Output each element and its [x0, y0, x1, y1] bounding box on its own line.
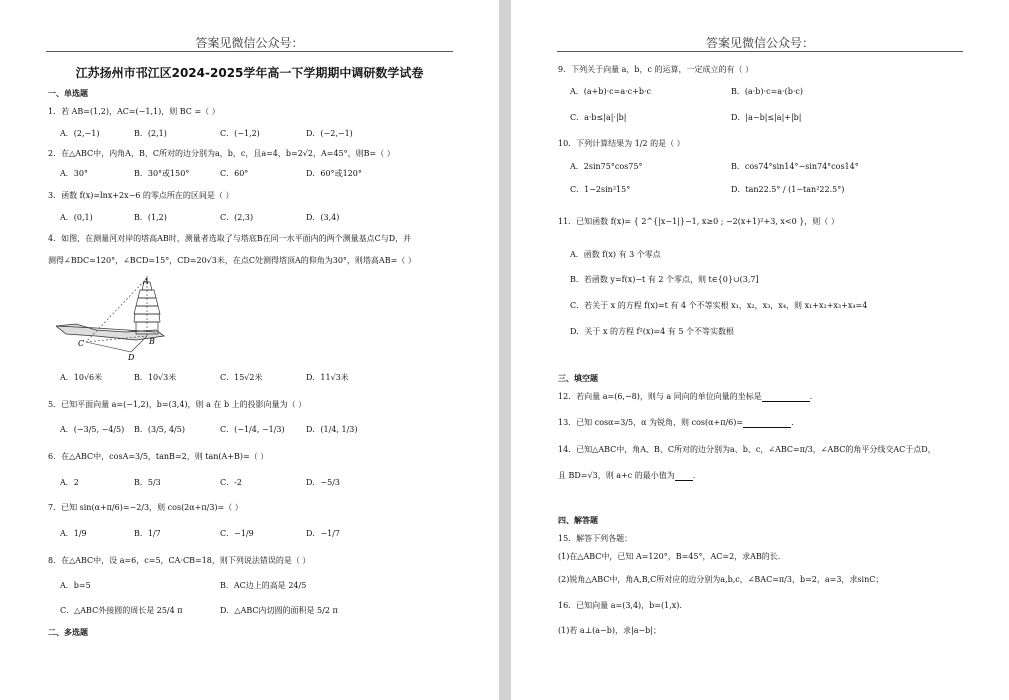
question-text: A．10√6米: [60, 373, 103, 382]
header-rule: [46, 51, 453, 52]
question-text: C．若关于 x 的方程 f(x)=t 有 4 个不等实根 x₁，x₂，x₃，x₄，则 x₁+x₂+x₃+x₄=4: [570, 301, 868, 310]
question-text: C．(−1/4, −1/3): [220, 425, 285, 434]
question-text: D．−1/7: [306, 529, 340, 538]
answer-blank: [675, 472, 693, 481]
question-text: A．(−3/5, −4/5): [60, 425, 125, 434]
question-text: C．a·b≤|a|·|b|: [570, 113, 627, 122]
question-text: D．关于 x 的方程 f²(x)=4 有 5 个不等实数根: [570, 327, 734, 336]
question-text: A．b=5: [60, 581, 91, 590]
label-A: A: [143, 277, 149, 286]
question-text: C．-2: [220, 478, 242, 487]
label-D: D: [128, 353, 135, 362]
question-text: B．若函数 y=f(x)−t 有 2 个零点，则 t∈{0}∪(3,7]: [570, 275, 759, 284]
question-text: B．cos74°sin14°−sin74°cos14°: [731, 162, 859, 171]
page-header-right: 答案见微信公众号：: [705, 36, 814, 50]
section-heading: 一、单选题: [48, 89, 88, 98]
question-text: D．−5/3: [306, 478, 340, 487]
question-text: B．(1,2): [134, 213, 167, 222]
document-page-left: [0, 0, 499, 700]
question-text: 15．解答下列各题：: [558, 534, 633, 543]
document-page-right: [511, 0, 1009, 700]
question-text: A．(a+b)·c=a·c+b·c: [570, 87, 651, 96]
question-text: (1)在△ABC中，已知 A=120°，B=45°，AC=2，求AB的长.: [558, 552, 781, 561]
question-text: 8．在△ABC中，设 a=6，c=5，CA·CB=18，则下列说法错误的是（ ）: [48, 556, 311, 565]
question-text: A．1/9: [60, 529, 87, 538]
question-text: B．(a·b)·c=a·(b·c): [731, 87, 803, 96]
question-text: B．AC边上的高是 24/5: [220, 581, 307, 590]
section-heading: 四、解答题: [558, 516, 598, 525]
question-text: D．(3,4): [306, 213, 340, 222]
question-text: D．(1/4, 1/3): [306, 425, 358, 434]
question-text: 11．已知函数 f(x)= { 2^{|x−1|}−1, x≥0 ; −2(x+1)²+3, x<0 }，则（ ）: [558, 217, 839, 226]
question-text: 4．如图，在测量河对岸的塔高AB时，测量者选取了与塔底B在同一水平面内的两个测量基点C与D，并: [48, 234, 412, 243]
question-text: (2)锐角△ABC中，角A,B,C所对应的边分别为a,b,c，∠BAC=π/3，b=2，a=3，求sinC；: [558, 575, 884, 584]
question-text: (1)若 a⊥(a−b)，求|a−b|；: [558, 626, 661, 635]
section-heading: 二、多选题: [48, 628, 88, 637]
question-text: B．5/3: [134, 478, 161, 487]
question-text: 3．函数 f(x)=lnx+2x−6 的零点所在的区间是（ ）: [48, 191, 234, 200]
label-C: C: [78, 339, 85, 348]
question-text: 10．下列计算结果为 1/2 的是（ ）: [558, 139, 685, 148]
question-text: D．△ABC内切圆的面积是 5/2 π: [220, 606, 338, 615]
question-text: A．30°: [60, 169, 88, 178]
question-text: A．(0,1): [60, 213, 93, 222]
tower-figure: [56, 274, 166, 366]
question-text: C．(−1,2): [220, 129, 260, 138]
question-text: A．2: [60, 478, 79, 487]
question-text: 6．在△ABC中，cosA=3/5，tanB=2，则 tan(A+B)=（ ）: [48, 452, 269, 461]
question-text: 5．已知平面向量 a=(−1,2)，b=(3,4)，则 a 在 b 上的投影向量为（ ）: [48, 400, 307, 409]
question-text: 测得∠BDC=120°，∠BCD=15°，CD=20√3米，在点C处测得塔顶A的仰角为30°，则塔高AB=（ ）: [48, 256, 416, 265]
section-heading: 三、填空题: [558, 374, 598, 383]
question-text: A．(2,−1): [60, 129, 100, 138]
question-text: B．(2,1): [134, 129, 167, 138]
question-text: D．(−2,−1): [306, 129, 353, 138]
question-text: C．−1/9: [220, 529, 254, 538]
page-gap: [499, 0, 511, 700]
question-text: B．(3/5, 4/5): [134, 425, 185, 434]
question-text: 14．已知△ABC中，角A、B、C所对的边分别为a、b、c，∠ABC=π/3，∠ABC的角平分线交AC于点D，: [558, 445, 936, 454]
question-text: C．1−2sin²15°: [570, 185, 631, 194]
label-B: B: [149, 337, 155, 346]
question-text: C．60°: [220, 169, 249, 178]
question-text: D．|a−b|≤|a|+|b|: [731, 113, 802, 122]
question-text: B．10√3米: [134, 373, 177, 382]
question-text: D．60°或120°: [306, 169, 362, 178]
question-text: C．△ABC外接圆的周长是 25/4 π: [60, 606, 183, 615]
question-text: B．1/7: [134, 529, 161, 538]
question-text: A．2sin75°cos75°: [570, 162, 643, 171]
question-text: 7．已知 sin(α+π/6)=−2/3，则 cos(2α+π/3)=（ ）: [48, 503, 243, 512]
question-text: 13．已知 cosα=3/5，α 为锐角，则 cos(α+π/6)= .: [558, 418, 794, 427]
question-text: C．(2,3): [220, 213, 254, 222]
question-text: D．tan22.5° / (1−tan²22.5°): [731, 185, 845, 194]
question-text: 2．在△ABC中，内角A，B，C所对的边分别为a，b，c，且a=4，b=2√2，A=45°，则B=（ ）: [48, 149, 395, 158]
question-text: 16．已知向量 a=(3,4)，b=(1,x).: [558, 601, 682, 610]
question-text: C．15√2米: [220, 373, 263, 382]
header-rule-right: [557, 51, 963, 52]
page-title: 江苏扬州市邗江区2024-2025学年高一下学期期中调研数学试卷: [75, 66, 424, 80]
question-text: 1．若 AB=(1,2)，AC=(−1,1)，则 BC =（ ）: [48, 107, 220, 116]
question-text: A．函数 f(x) 有 3 个零点: [570, 250, 661, 259]
question-text: 9．下列关于向量 a，b，c 的运算，一定成立的有（ ）: [558, 65, 754, 74]
answer-blank: [762, 393, 810, 402]
answer-blank: [743, 419, 791, 428]
page-header: 答案见微信公众号：: [195, 36, 304, 50]
question-text: D．11√3米: [306, 373, 349, 382]
question-text: 12．若向量 a=(6,−8)，则与 a 同向的单位向量的坐标是 .: [558, 392, 813, 401]
question-text: 且 BD=√3，则 a+c 的最小值为 .: [558, 471, 696, 480]
question-text: B．30°或150°: [134, 169, 190, 178]
